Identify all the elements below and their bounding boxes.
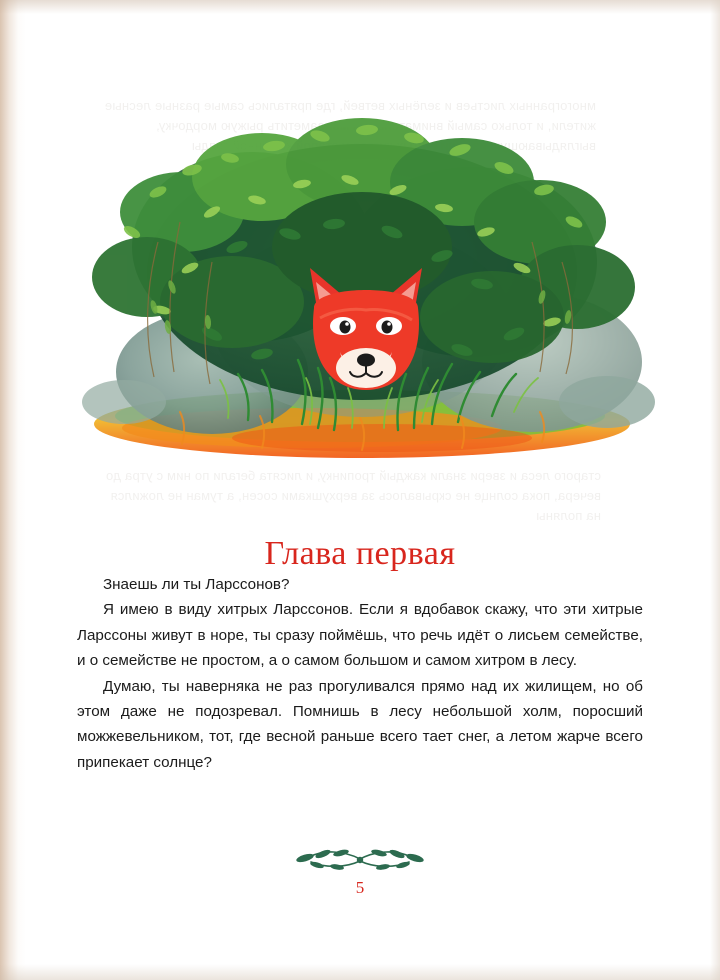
showthrough-text-middle: старого леса и звери знали каждый тропинку, и лисята бегали по ним с утра до вечера, пока солнце не скрывалось за верхушками сосен, а туман не ложился на поляны [102, 468, 601, 523]
paragraph: Думаю, ты наверняка не раз прогуливался прямо над их жилищем, но об этом даже не подозревал. Помнишь в лесу небольшой холм, поросший можжевельником, тот, где весной раньше всего тает снег, а летом жарче всего припекает солнце? [77, 677, 643, 771]
page-bottom-shadow [0, 964, 720, 980]
page-gutter-shadow [0, 0, 26, 980]
fox-in-bush-illustration [62, 72, 658, 462]
paragraph: Я имею в виду хитрых Ларссонов. Если я вдобавок скажу, что эти хитрые Ларссоны живут в норе, ты сразу поймёшь, что речь идёт о лисьем семействе, и о семействе не простом, а о самом большом и самом хитром в лесу. [77, 601, 643, 670]
illustration [62, 72, 658, 462]
page-top-shadow [0, 0, 720, 14]
page-right-edge-shadow [710, 0, 720, 980]
showthrough-text-top: многогранных листьев и зелёных ветвей, где прятались самые разные лесные жители, и только самый заметить рыжую мордочку, выглядывающую гряды [104, 98, 596, 153]
ornament-divider [0, 848, 720, 875]
chapter-title: Глава первая [264, 534, 456, 572]
page-number: 5 [355, 878, 365, 897]
body-text [77, 572, 643, 775]
ornament-leaf-divider-icon [265, 848, 455, 870]
paragraph: Знаешь ли ты Ларссонов? [103, 576, 290, 593]
